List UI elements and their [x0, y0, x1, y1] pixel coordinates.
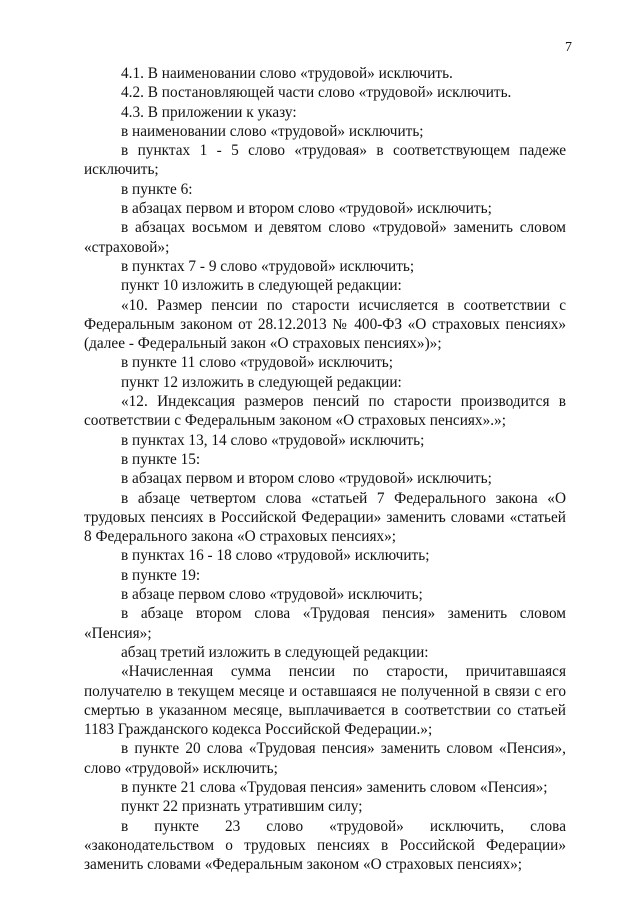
paragraph: пункт 22 признать утратившим силу; [121, 798, 363, 816]
paragraph: в пункте 21 слова «Трудовая пенсия» заменить словом «Пенсия»; [121, 778, 548, 796]
paragraph: в абзаце четвертом слова «статьей 7 Федерального закона «О трудовых пенсиях в Российской Федерации» заменить словами «статьей 8 Федерального закона «О страховых пенсиях»; [84, 489, 566, 546]
paragraph: в пункте 23 слово «трудовой» исключить, слова «законодательством о трудовых пенсиях в Российской Федерации» заменить словами «Федеральным законом «О страховых пенсиях»; [84, 817, 566, 874]
paragraph-4-1: 4.1. В наименовании слово «трудовой» исключить. [121, 65, 453, 82]
paragraph: в пункте 6: [121, 180, 193, 198]
paragraph: пункт 12 изложить в следующей редакции: [121, 373, 402, 391]
paragraph: пункт 10 изложить в следующей редакции: [121, 277, 402, 295]
paragraph: в пунктах 7 - 9 слово «трудовой» исключить; [121, 257, 415, 275]
paragraph: в пункте 20 слова «Трудовая пенсия» заменить словом «Пенсия», слово «трудовой» исключить; [84, 740, 566, 777]
paragraph: в абзацах первом и втором слово «трудовой» исключить; [121, 200, 492, 218]
paragraph: в пунктах 13, 14 слово «трудовой» исключить; [121, 431, 425, 449]
paragraph: абзац третий изложить в следующей редакции: [121, 643, 429, 661]
paragraph: в пункте 19: [121, 566, 201, 584]
paragraph: в абзаце втором слова «Трудовая пенсия» заменить словом «Пенсия»; [84, 605, 566, 642]
paragraph-4-3: 4.3. В приложении к указу: [121, 103, 297, 121]
paragraph: в пунктах 1 - 5 слово «трудовая» в соответствующем падеже исключить; [84, 142, 566, 179]
paragraph: в абзацах восьмом и девятом слово «трудовой» заменить словом «страховой»; [84, 219, 566, 256]
document-body [84, 64, 566, 874]
paragraph: в абзацах первом и втором слово «трудовой» исключить; [121, 470, 492, 488]
page-number: 7 [565, 40, 572, 55]
paragraph: в пункте 11 слово «трудовой» исключить; [121, 354, 393, 372]
paragraph: в наименовании слово «трудовой» исключить; [121, 122, 424, 140]
paragraph-4-2: 4.2. В постановляющей части слово «трудовой» исключить. [121, 84, 512, 102]
paragraph: в пункте 15: [121, 450, 201, 468]
paragraph-quote-inheritance: «Начисленная сумма пенсии по старости, причитавшаяся получателю в текущем месяце и оставшаяся не полученной в связи с его смертью в указанном месяце, выплачивается в соответствии со статьей 1183 Гражданского кодекса Российской Федерации.»; [84, 663, 566, 739]
paragraph-quote-10: «10. Размер пенсии по старости исчисляется в соответствии с Федеральным законом от 28.12.2013 № 400-ФЗ «О страховых пенсиях» (далее - Федеральный закон «О страховых пенсиях»)»; [84, 296, 566, 353]
paragraph: в пунктах 16 - 18 слово «трудовой» исключить; [121, 547, 430, 565]
paragraph: в абзаце первом слово «трудовой» исключить; [121, 586, 423, 604]
paragraph-quote-12: «12. Индексация размеров пенсий по старости производится в соответствии с Федеральным законом «О страховых пенсиях».»; [84, 393, 566, 430]
